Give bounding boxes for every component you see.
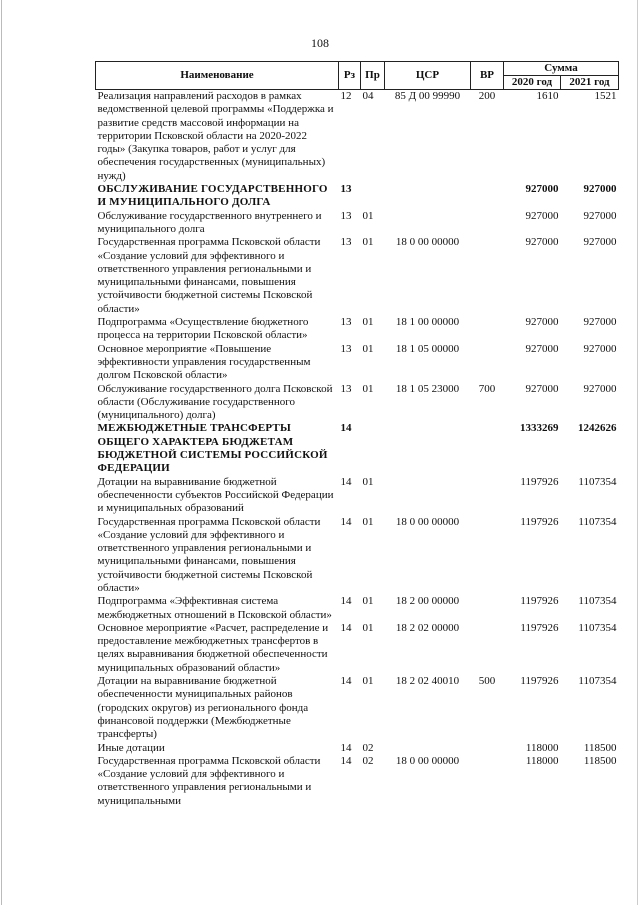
row-name: Обслуживание государственного внутреннего и муниципального долга <box>97 209 322 235</box>
row-csr: 18 1 05 23000 <box>395 382 460 395</box>
row-csr: 18 0 00 00000 <box>395 236 460 249</box>
row-amount-2020: 118000 <box>525 754 559 767</box>
row-pr: 01 <box>362 382 374 395</box>
budget-table <box>95 61 619 808</box>
row-amount-2021: 1107354 <box>578 675 617 688</box>
row-amount-2021: 1107354 <box>578 515 617 528</box>
table-row <box>96 343 619 383</box>
row-amount-2020: 1333269 <box>520 422 559 435</box>
row-pr: 01 <box>362 515 374 528</box>
row-csr <box>385 476 471 516</box>
table-row <box>96 675 619 741</box>
row-csr <box>385 422 471 475</box>
row-pr: 01 <box>362 209 374 222</box>
row-amount-2021: 118500 <box>583 741 617 754</box>
row-name: Иные дотации <box>97 741 165 754</box>
row-vr <box>471 516 504 596</box>
table-row <box>96 90 619 184</box>
table-row <box>96 622 619 675</box>
row-pr: 01 <box>362 236 374 249</box>
header-sum: Сумма <box>504 62 619 76</box>
row-rz: 14 <box>340 754 352 767</box>
row-csr: 18 1 05 00000 <box>395 342 460 355</box>
row-csr: 18 0 00 00000 <box>395 515 460 528</box>
row-name: Подпрограмма «Эффективная система межбюджетных отношений в Псковской области» <box>97 595 332 621</box>
row-pr: 01 <box>362 475 374 488</box>
row-amount-2020: 927000 <box>525 183 559 196</box>
row-vr <box>471 742 504 755</box>
row-rz: 13 <box>340 342 352 355</box>
row-vr <box>471 595 504 622</box>
row-vr: 500 <box>478 675 496 688</box>
header-year-2020: 2020 год <box>504 76 561 90</box>
header-name: Наименование <box>96 62 339 90</box>
row-name: Обслуживание государственного долга Псковской области (Обслуживание государственного (муниципального) долга) <box>97 382 333 422</box>
row-amount-2021: 118500 <box>583 754 617 767</box>
row-name: Дотации на выравнивание бюджетной обеспеченности субъектов Российской Федерации и муниципальных образований <box>97 475 334 515</box>
row-rz: 14 <box>340 595 352 608</box>
row-vr <box>471 622 504 675</box>
header-csr: ЦСР <box>385 62 471 90</box>
row-csr <box>385 210 471 237</box>
row-vr <box>471 236 504 316</box>
table-header <box>96 62 619 90</box>
row-pr <box>361 422 385 475</box>
row-name: Государственная программа Псковской области «Создание условий для эффективного и ответственного управления региональными и муниципальными финансами, повышения устойчивости бюджетной системы Псковской области» <box>97 515 321 594</box>
row-rz: 14 <box>340 741 352 754</box>
row-csr: 18 1 00 00000 <box>395 316 460 329</box>
table-row <box>96 316 619 343</box>
row-rz: 14 <box>340 675 352 688</box>
row-csr <box>385 742 471 755</box>
row-name: Основное мероприятие «Расчет, распределение и предоставление межбюджетных трансфертов в целях выравнивания бюджетной обеспеченности муниципальных образований области» <box>97 621 329 674</box>
row-vr <box>471 755 504 808</box>
row-name: МЕЖБЮДЖЕТНЫЕ ТРАНСФЕРТЫ ОБЩЕГО ХАРАКТЕРА БЮДЖЕТАМ БЮДЖЕТНОЙ СИСТЕМЫ РОССИЙСКОЙ ФЕДЕРАЦИИ <box>97 422 328 475</box>
row-csr: 85 Д 00 99990 <box>394 90 461 102</box>
row-amount-2021: 1107354 <box>578 595 617 608</box>
table-body <box>96 90 619 809</box>
page-number: 108 <box>311 36 329 50</box>
row-amount-2021: 1107354 <box>578 621 617 634</box>
row-amount-2020: 927000 <box>525 342 559 355</box>
row-amount-2021: 927000 <box>583 183 617 196</box>
row-rz: 13 <box>340 236 352 249</box>
row-rz: 12 <box>340 90 352 102</box>
row-name: Дотации на выравнивание бюджетной обеспеченности муниципальных районов (городских округов) из регионального фонда финансовой поддержки (Межбюджетные трансферты) <box>97 675 309 741</box>
row-pr: 01 <box>362 342 374 355</box>
table-row <box>96 383 619 423</box>
row-vr <box>471 476 504 516</box>
row-csr: 18 2 02 00000 <box>395 621 460 634</box>
table-row <box>96 516 619 596</box>
row-rz: 13 <box>340 209 352 222</box>
row-rz: 14 <box>340 475 352 488</box>
row-pr: 01 <box>362 675 374 688</box>
row-amount-2021: 1521 <box>594 90 617 102</box>
row-amount-2020: 1610 <box>536 90 559 102</box>
row-rz: 14 <box>340 422 352 435</box>
row-csr: 18 2 00 00000 <box>395 595 460 608</box>
scan-edge-left <box>1 0 2 905</box>
row-csr <box>385 183 471 210</box>
row-amount-2021: 927000 <box>583 382 617 395</box>
row-name: Реализация направлений расходов в рамках ведомственной целевой программы «Поддержка и развитие средств массовой информации на территории Псковской области на 2020-2022 годы» (Закупка товаров, работ и услуг для обеспечения государственных (муниципальных) нужд) <box>97 90 334 182</box>
row-amount-2021: 927000 <box>583 209 617 222</box>
row-amount-2021: 1107354 <box>578 475 617 488</box>
row-pr: 04 <box>362 90 374 102</box>
row-amount-2020: 1197926 <box>520 675 559 688</box>
row-amount-2021: 927000 <box>583 342 617 355</box>
row-vr: 200 <box>478 90 496 102</box>
header-year-2021: 2021 год <box>561 76 619 90</box>
table-row <box>96 236 619 316</box>
row-name: Государственная программа Псковской области «Создание условий для эффективного и ответственного управления региональными и муниципальными финансами, повышения устойчивости бюджетной системы Псковской области» <box>97 236 321 315</box>
row-pr: 01 <box>362 621 374 634</box>
row-vr <box>471 316 504 343</box>
row-name: Государственная программа Псковской области «Создание условий для эффективного и ответственного управления региональными и муниципальными <box>97 754 321 807</box>
header-pr: Пр <box>361 62 385 90</box>
row-pr: 01 <box>362 316 374 329</box>
table-row <box>96 183 619 210</box>
row-name: Основное мероприятие «Повышение эффективности управления государственным долгом Псковской области» <box>97 342 311 382</box>
row-vr: 700 <box>478 382 496 395</box>
row-amount-2020: 927000 <box>525 316 559 329</box>
row-pr: 02 <box>362 754 374 767</box>
scan-edge-right <box>637 0 638 905</box>
header-rz: Рз <box>339 62 361 90</box>
row-amount-2020: 1197926 <box>520 515 559 528</box>
row-pr: 01 <box>362 595 374 608</box>
row-vr <box>471 210 504 237</box>
row-csr: 18 0 00 00000 <box>395 754 460 767</box>
table-row <box>96 210 619 237</box>
row-rz: 13 <box>340 183 352 196</box>
row-rz: 13 <box>340 316 352 329</box>
row-rz: 14 <box>340 621 352 634</box>
row-pr <box>361 183 385 210</box>
row-amount-2021: 927000 <box>583 236 617 249</box>
table-row <box>96 755 619 808</box>
row-rz: 13 <box>340 382 352 395</box>
row-amount-2020: 927000 <box>525 236 559 249</box>
row-rz: 14 <box>340 515 352 528</box>
row-vr <box>471 183 504 210</box>
row-vr <box>471 422 504 475</box>
table-row <box>96 595 619 622</box>
row-amount-2021: 927000 <box>583 316 617 329</box>
table-row <box>96 476 619 516</box>
table-row <box>96 422 619 475</box>
row-amount-2020: 927000 <box>525 382 559 395</box>
row-name: Подпрограмма «Осуществление бюджетного процесса на территории Псковской области» <box>97 316 309 342</box>
row-amount-2020: 118000 <box>525 741 559 754</box>
row-amount-2020: 1197926 <box>520 475 559 488</box>
header-vr: ВР <box>471 62 504 90</box>
row-amount-2020: 1197926 <box>520 621 559 634</box>
row-amount-2020: 927000 <box>525 209 559 222</box>
row-vr <box>471 343 504 383</box>
row-name: ОБСЛУЖИВАНИЕ ГОСУДАРСТВЕННОГО И МУНИЦИПАЛЬНОГО ДОЛГА <box>97 183 328 209</box>
row-pr: 02 <box>362 741 374 754</box>
table-row <box>96 742 619 755</box>
row-amount-2021: 1242626 <box>578 422 617 435</box>
row-csr: 18 2 02 40010 <box>395 675 460 688</box>
row-amount-2020: 1197926 <box>520 595 559 608</box>
